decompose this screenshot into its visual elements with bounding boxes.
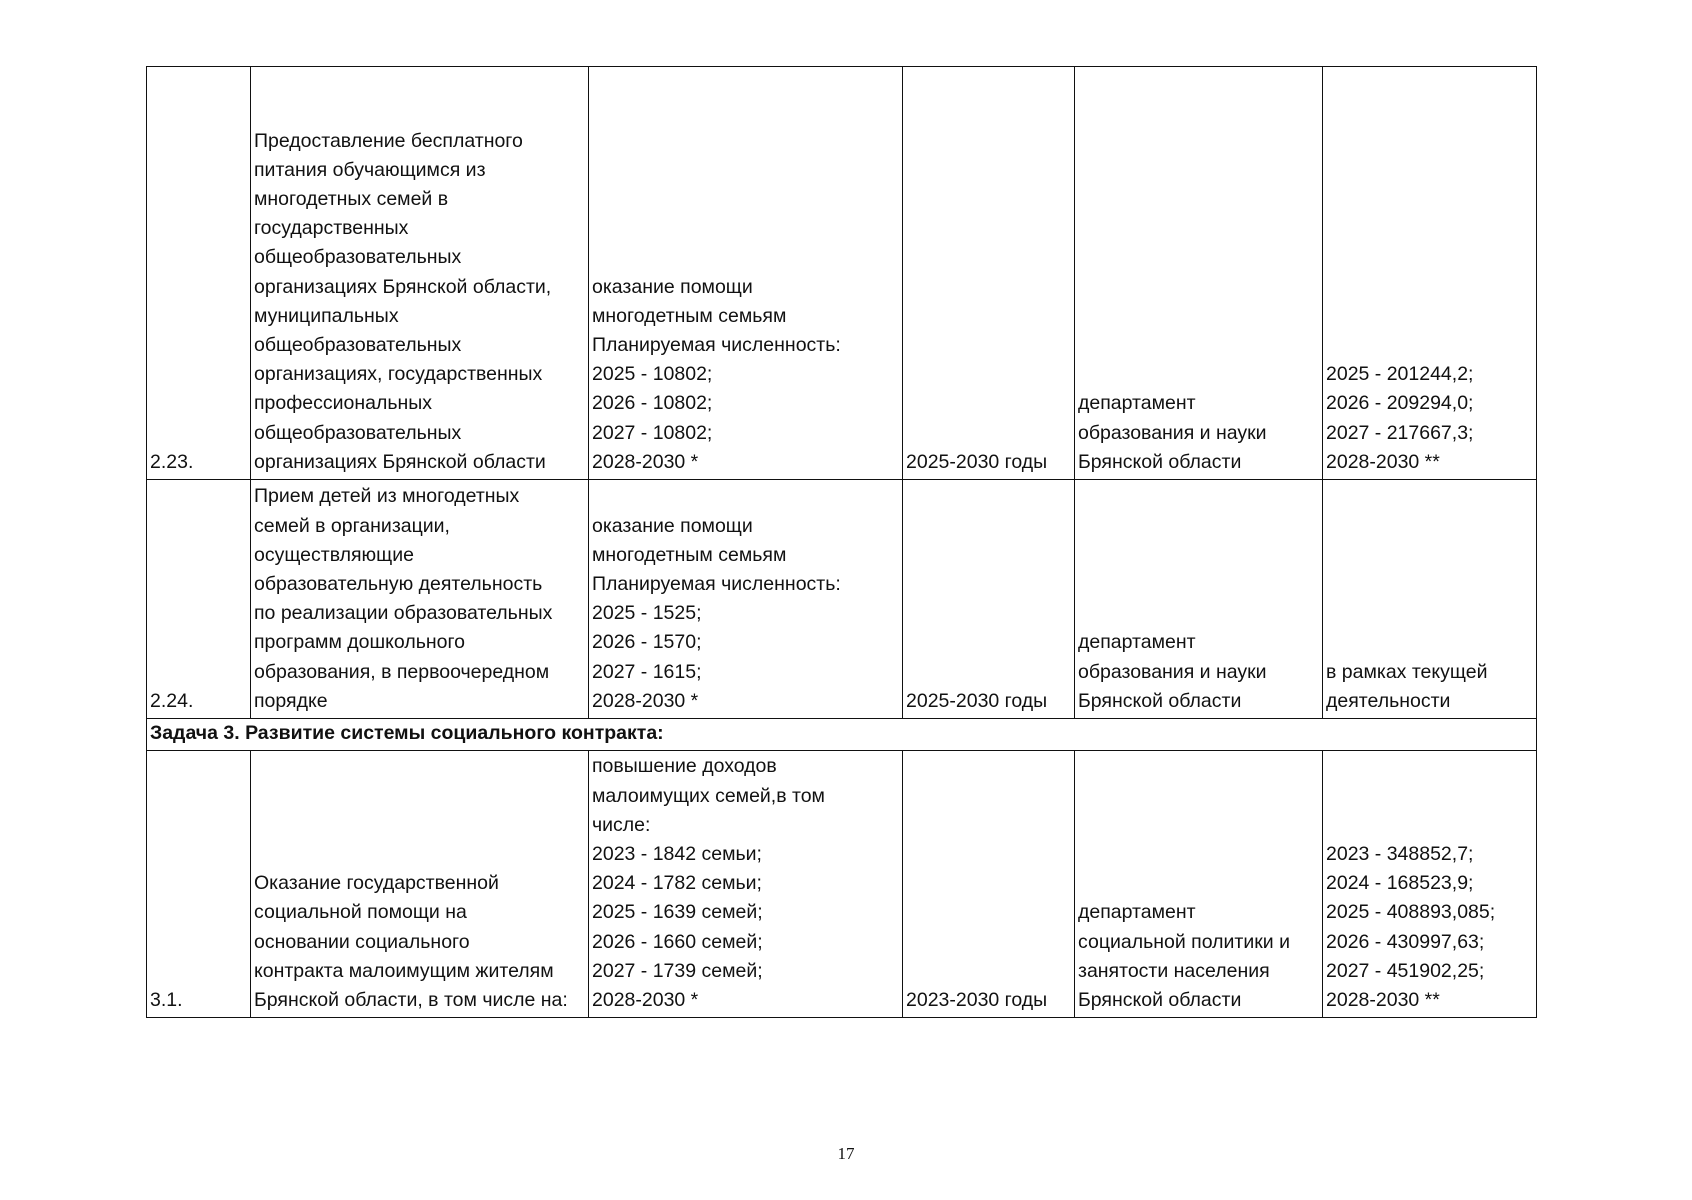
cell-line: 2025 - 10802; — [592, 363, 713, 386]
cell-line: образования и науки — [1078, 421, 1267, 444]
cell-line: семей в организации, — [254, 514, 450, 537]
executor — [1075, 751, 1323, 1018]
cell-line: социальной политики и — [1078, 930, 1290, 953]
cell-line: 2025 - 1525; — [592, 602, 702, 625]
cell-line: 2027 - 1739 семей; — [592, 959, 763, 982]
cell-line: департамент — [1078, 901, 1196, 924]
cell-line: 2024 - 1782 семьи; — [592, 872, 762, 895]
cell-line: 2028-2030 ** — [1326, 989, 1440, 1011]
period: 2025-2030 годы — [903, 480, 1075, 719]
cell-line: Брянской области, в том числе на: — [254, 989, 568, 1011]
measure-name — [251, 480, 589, 719]
cell-line: 2026 - 1570; — [592, 631, 702, 654]
cell-line: муниципальных — [254, 304, 399, 327]
measures-table — [146, 66, 1537, 1018]
cell-line: 2025 - 201244,2; — [1326, 363, 1474, 386]
row-number: 2.23. — [147, 67, 251, 480]
task-heading-row — [147, 719, 1537, 751]
row-number: 2.24. — [147, 480, 251, 719]
cell-line: 2028-2030 * — [592, 689, 699, 712]
cell-line: Оказание государственной — [254, 872, 499, 895]
cell-line: общеобразовательных — [254, 333, 462, 356]
cell-line: по реализации образовательных — [254, 602, 553, 625]
cell-line: 2026 - 10802; — [592, 392, 713, 415]
cell-line: программ дошкольного — [254, 631, 465, 654]
cell-line: образовательную деятельность — [254, 572, 543, 595]
cell-line: 2028-2030 * — [592, 450, 699, 473]
funding — [1323, 480, 1537, 719]
cell-line: числе: — [592, 813, 651, 836]
cell-line: общеобразовательных — [254, 421, 462, 444]
cell-line: Предоставление бесплатного — [254, 129, 523, 152]
measure-name — [251, 751, 589, 1018]
cell-line: 2028-2030 * — [592, 989, 699, 1011]
executor — [1075, 67, 1323, 480]
cell-line: повышение доходов — [592, 755, 777, 778]
cell-line: Планируемая численность: — [592, 572, 841, 595]
cell-line: основании социального — [254, 930, 470, 953]
cell-line: социальной помощи на — [254, 901, 467, 924]
expected-result — [589, 67, 903, 480]
cell-line: организациях, государственных — [254, 363, 543, 386]
task-heading: Задача 3. Развитие системы социального контракта: — [147, 719, 1537, 751]
cell-line: Брянской области — [1078, 689, 1242, 712]
cell-line: департамент — [1078, 392, 1196, 415]
cell-line: 2027 - 217667,3; — [1326, 421, 1474, 444]
cell-line: 2025 - 1639 семей; — [592, 901, 763, 924]
cell-line: образования, в первоочередном — [254, 660, 550, 683]
cell-line: занятости населения — [1078, 959, 1270, 982]
measure-name — [251, 67, 589, 480]
cell-line: государственных — [254, 217, 409, 240]
cell-line: многодетных семей в — [254, 187, 449, 210]
executor — [1075, 480, 1323, 719]
cell-line: в рамках текущей — [1326, 660, 1488, 683]
funding — [1323, 751, 1537, 1018]
table-row — [147, 751, 1537, 1018]
cell-line: образования и науки — [1078, 660, 1267, 683]
cell-line: питания обучающимся из — [254, 158, 486, 181]
period: 2025-2030 годы — [903, 67, 1075, 480]
cell-line: оказание помощи — [592, 275, 753, 298]
cell-line: 2026 - 1660 семей; — [592, 930, 763, 953]
cell-line: порядке — [254, 689, 328, 712]
row-number: 3.1. — [147, 751, 251, 1018]
cell-line: многодетным семьям — [592, 543, 787, 566]
cell-line: 2023 - 348852,7; — [1326, 842, 1474, 865]
cell-line: 2025 - 408893,085; — [1326, 901, 1496, 924]
cell-line: департамент — [1078, 631, 1196, 654]
cell-line: 2027 - 1615; — [592, 660, 702, 683]
cell-line: деятельности — [1326, 689, 1451, 712]
cell-line: 2027 - 451902,25; — [1326, 959, 1485, 982]
cell-line: общеобразовательных — [254, 246, 462, 269]
period: 2023-2030 годы — [903, 751, 1075, 1018]
cell-line: профессиональных — [254, 392, 433, 415]
cell-line: малоимущих семей,в том — [592, 784, 825, 807]
cell-line: 2026 - 430997,63; — [1326, 930, 1485, 953]
cell-line: 2027 - 10802; — [592, 421, 713, 444]
table-row — [147, 480, 1537, 719]
cell-line: контракта малоимущим жителям — [254, 959, 554, 982]
cell-line: осуществляющие — [254, 543, 414, 566]
table-row — [147, 67, 1537, 480]
funding — [1323, 67, 1537, 480]
cell-line: 2024 - 168523,9; — [1326, 872, 1474, 895]
cell-line: организациях Брянской области, — [254, 275, 552, 298]
document-sheet — [146, 66, 1536, 1018]
cell-line: 2026 - 209294,0; — [1326, 392, 1474, 415]
cell-line: многодетным семьям — [592, 304, 787, 327]
expected-result — [589, 480, 903, 719]
cell-line: Прием детей из многодетных — [254, 485, 520, 508]
cell-line: Планируемая численность: — [592, 333, 841, 356]
cell-line: Брянской области — [1078, 450, 1242, 473]
cell-line: организациях Брянской области — [254, 450, 546, 473]
expected-result — [589, 751, 903, 1018]
cell-line: Брянской области — [1078, 989, 1242, 1011]
page-number: 17 — [837, 1144, 855, 1163]
cell-line: 2028-2030 ** — [1326, 450, 1440, 473]
cell-line: оказание помощи — [592, 514, 753, 537]
cell-line: 2023 - 1842 семьи; — [592, 842, 762, 865]
